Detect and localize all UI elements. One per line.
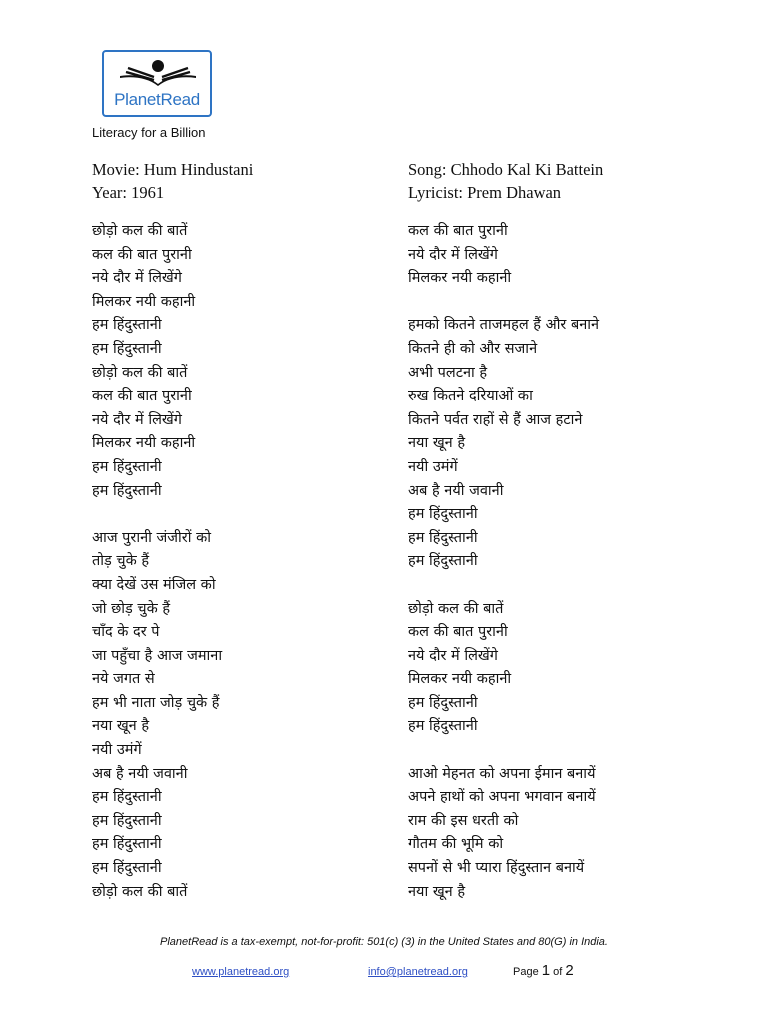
lyric-line: अब है नयी जवानी xyxy=(408,482,504,499)
lyric-line: क्या देखें उस मंजिल को xyxy=(92,576,216,593)
lyric-line: मिलकर नयी कहानी xyxy=(408,671,512,688)
lyric-line: नये दौर में लिखेंगे xyxy=(92,270,182,287)
movie-title: Movie: Hum Hindustani xyxy=(92,160,254,179)
lyric-line: नये दौर में लिखेंगे xyxy=(408,246,498,263)
open-book-icon xyxy=(114,58,202,90)
footer-note: PlanetRead is a tax-exempt, not-for-profit: 501(c) (3) in the United States and 80(G) in India. xyxy=(160,936,608,948)
page-current: 1 xyxy=(541,962,551,979)
email-link[interactable]: info@planetread.org xyxy=(368,966,468,978)
lyric-line: हम हिंदुस्तानी xyxy=(408,506,478,523)
lyric-line xyxy=(92,503,222,527)
lyric-line: कितने पर्वत राहों से हैं आज हटाने xyxy=(408,411,583,428)
lyric-line: हम हिंदुस्तानी xyxy=(92,340,162,357)
lyric-line: गौतम की भूमि को xyxy=(408,836,504,853)
lyric-line: चाँद के दर पे xyxy=(92,624,160,641)
song-meta-left xyxy=(92,158,253,204)
lyric-line: हम हिंदुस्तानी xyxy=(92,836,162,853)
lyric-line: हम हिंदुस्तानी xyxy=(408,529,478,546)
lyric-line: कल की बात पुरानी xyxy=(408,223,508,239)
lyric-line: छोड़ो कल की बातें xyxy=(408,600,504,617)
song-meta-right xyxy=(408,158,603,204)
lyrics-left-column xyxy=(92,220,222,904)
song-title: Song: Chhodo Kal Ki Battein xyxy=(408,160,604,179)
lyric-line: नयी उमंगें xyxy=(408,458,458,475)
lyric-line xyxy=(408,574,599,598)
lyric-line: सपनों से भी प्यारा हिंदुस्तान बनायें xyxy=(408,860,585,877)
lyric-line: जो छोड़ चुके हैं xyxy=(92,600,171,617)
lyric-line: नये दौर में लिखेंगे xyxy=(92,411,182,428)
lyric-line: मिलकर नयी कहानी xyxy=(92,293,196,310)
lyric-line: जा पहुँचा है आज जमाना xyxy=(92,647,223,664)
lyric-line: हम हिंदुस्तानी xyxy=(92,860,162,877)
page-total: 2 xyxy=(565,962,574,979)
lyricist: Lyricist: Prem Dhawan xyxy=(408,183,562,202)
lyric-line: कल की बात पुरानी xyxy=(92,246,192,263)
lyric-line: अभी पलटना है xyxy=(408,364,488,381)
lyric-line: हम हिंदुस्तानी xyxy=(92,812,162,829)
lyric-line: कल की बात पुरानी xyxy=(92,388,192,405)
lyric-line: हम हिंदुस्तानी xyxy=(92,458,162,475)
lyric-line: राम की इस धरती को xyxy=(408,812,519,829)
release-year: Year: 1961 xyxy=(92,183,165,202)
lyric-line: तोड़ चुके हैं xyxy=(92,553,150,570)
lyric-line: कल की बात पुरानी xyxy=(408,624,508,641)
planetread-logo xyxy=(102,50,212,117)
lyrics-right-column xyxy=(408,220,599,904)
lyric-line: नया खून है xyxy=(92,718,150,735)
lyric-line: छोड़ो कल की बातें xyxy=(92,883,188,900)
logo-name: PlanetRead xyxy=(114,90,200,109)
lyric-line: अब है नयी जवानी xyxy=(92,765,188,782)
lyric-line: हम हिंदुस्तानी xyxy=(92,482,162,499)
lyric-line: आज पुरानी जंजीरों को xyxy=(92,529,211,546)
lyric-line: नये जगत से xyxy=(92,671,155,688)
lyric-line: आओ मेहनत को अपना ईमान बनायें xyxy=(408,765,596,782)
lyric-line: हम हिंदुस्तानी xyxy=(408,694,478,711)
lyric-line xyxy=(408,739,599,763)
lyric-line: नयी उमंगें xyxy=(92,742,142,759)
page-number xyxy=(513,962,574,979)
lyric-line: छोड़ो कल की बातें xyxy=(92,223,188,239)
lyric-line: हम हिंदुस्तानी xyxy=(92,789,162,806)
lyric-line: हम भी नाता जोड़ चुके हैं xyxy=(92,694,220,711)
lyric-line: हम हिंदुस्तानी xyxy=(408,553,478,570)
lyric-line: नया खून है xyxy=(408,435,466,452)
lyric-line: हमको कितने ताजमहल हैं और बनाने xyxy=(408,317,600,334)
lyric-line: हम हिंदुस्तानी xyxy=(92,317,162,334)
lyric-line: हम हिंदुस्तानी xyxy=(408,718,478,735)
lyric-line: नया खून है xyxy=(408,883,466,900)
lyric-line: रुख कितने दरियाओं का xyxy=(408,388,533,405)
page-label: Page xyxy=(513,966,539,978)
lyric-line: अपने हाथों को अपना भगवान बनायें xyxy=(408,789,596,806)
lyric-line: छोड़ो कल की बातें xyxy=(92,364,188,381)
lyric-line: मिलकर नयी कहानी xyxy=(408,270,512,287)
website-link[interactable]: www.planetread.org xyxy=(192,966,290,978)
page-of: of xyxy=(553,966,563,978)
tagline: Literacy for a Billion xyxy=(92,125,206,140)
lyric-line xyxy=(408,291,599,315)
lyric-line: कितने ही को और सजाने xyxy=(408,340,538,357)
lyric-line: मिलकर नयी कहानी xyxy=(92,435,196,452)
lyric-line: नये दौर में लिखेंगे xyxy=(408,647,498,664)
